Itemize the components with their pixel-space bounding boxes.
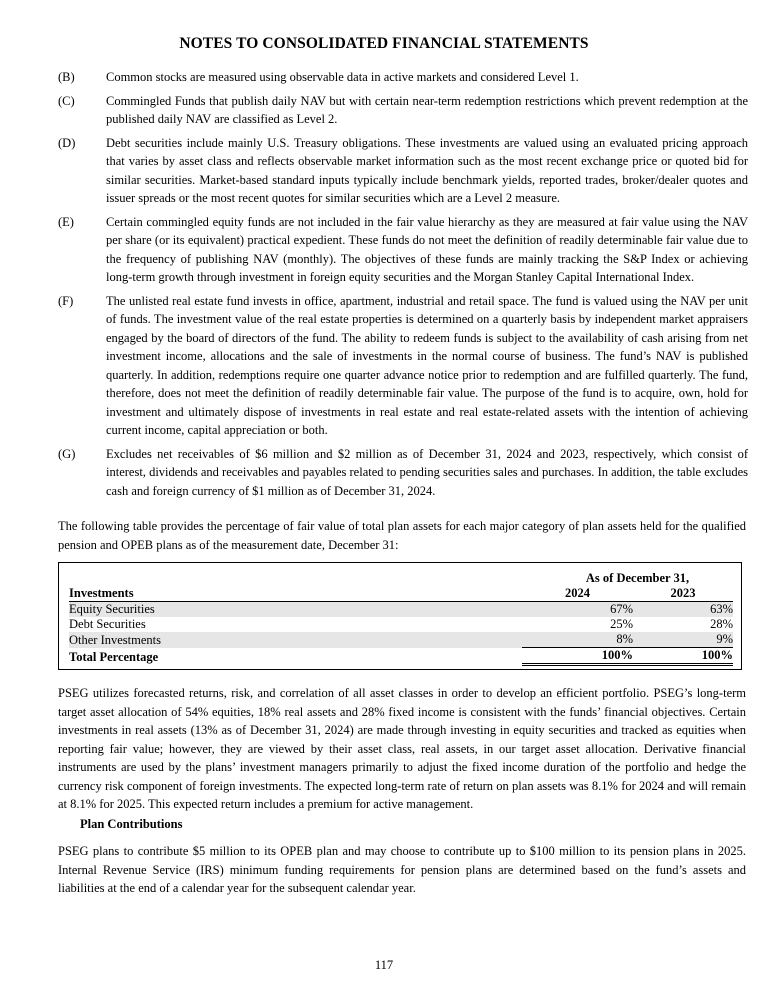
value-2024: 8% bbox=[522, 632, 633, 648]
footnote-label: (G) bbox=[58, 446, 76, 461]
footnote-label: (B) bbox=[58, 70, 75, 84]
footnote-text: The unlisted real estate fund invests in office, apartment, industrial and retail space. The fund is valued using the NAV per unit of funds. The investment value of the real estate properties is determined on a quarterly basis by independent market appraisers engaged by the board of directors of the fund. The ability to redeem funds is subject to the availability of cash arising from net investment income, allocations and the sale of investments in the normal course of business. The fund’s NAV is published quarterly. In addition, redemptions require one quarter advance notice prior to redemption and are fulfilled quarterly. The fund, therefore, does not meet the definition of readily determinable fair value. The purpose of the fund is to acquire, own, hold for investment and ultimately dispose of investments in real estate and real estate-related assets with the intention of achieving current income, capital appreciation or both. bbox=[106, 293, 748, 437]
footnote-g bbox=[58, 445, 748, 501]
footnotes-list bbox=[58, 68, 748, 505]
footnote-text: Debt securities include mainly U.S. Treasury obligations. These investments are valued using an evaluated pricing approach that varies by asset class and reflects observable market information such as the most recent exchange price or quoted bid for similar securities. Market-based standard inputs typically include benchmark yields, reported trades, broker/dealer quotes and issuer spreads or the most recent quotes for similar securities which are a Level 2 measure. bbox=[106, 135, 748, 205]
row-label: Equity Securities bbox=[69, 602, 522, 618]
footnote-label: (C) bbox=[58, 93, 75, 108]
row-label: Debt Securities bbox=[69, 617, 146, 631]
investments-header: Investments bbox=[69, 586, 522, 602]
value-2023: 28% bbox=[710, 617, 733, 631]
total-2023: 100% bbox=[633, 648, 733, 666]
table-total-row bbox=[69, 648, 733, 666]
footnote-text: Commingled Funds that publish daily NAV but with certain near-term redemption restrictions which prevent redemption at the published daily NAV are classified as Level 2. bbox=[106, 93, 748, 126]
footnote-f bbox=[58, 292, 748, 440]
plan-contributions-heading: Plan Contributions bbox=[80, 817, 183, 831]
footnote-text: Certain commingled equity funds are not included in the fair value hierarchy as they are measured at fair value using the NAV per share (or its equivalent) practical expedient. These funds do not meet the definition of readily determinable fair value due to the frequency of publishing NAV (monthly). The objectives of these funds are mainly tracking the S&P Index or achieving long-term growth through investment in foreign equity securities and the Morgan Stanley Capital International Index. bbox=[106, 214, 748, 284]
table-row bbox=[69, 632, 733, 648]
row-label: Other Investments bbox=[69, 632, 522, 648]
table-row bbox=[69, 602, 733, 618]
value-2023: 63% bbox=[633, 602, 733, 618]
year-2023-header: 2023 bbox=[633, 586, 733, 602]
value-2024: 25% bbox=[610, 617, 633, 631]
strategy-paragraph: PSEG utilizes forecasted returns, risk, and correlation of all asset classes in order to develop an efficient portfolio. PSEG’s long-term target asset allocation of 54% equities, 18% real assets and 28% fixed income is consistent with the funds’ financial objectives. Certain investments in real assets (13% as of December 31, 2024) are made through investing in equity securities and tracked as equities when reporting fair value; however, they are viewed by their asset class, real assets, in our target asset allocation. Derivative financial instruments are used by the plans’ investment managers primarily to adjust the fixed income duration of the portfolio and hedge the currency risk component of foreign investments. The expected long-term rate of return on plan assets was 8.1% for 2024 and will remain at 8.1% for 2025. This expected return includes a premium for active management. bbox=[58, 686, 746, 811]
table-span-header-row bbox=[69, 571, 733, 586]
footnote-e bbox=[58, 213, 748, 287]
footnote-label: (F) bbox=[58, 293, 74, 308]
footnote-d bbox=[58, 134, 748, 208]
table-header-row bbox=[69, 586, 733, 602]
value-2023: 9% bbox=[633, 632, 733, 648]
as-of-header: As of December 31, bbox=[585, 571, 690, 585]
footnote-label: (D) bbox=[58, 135, 76, 150]
footnote-label: (E) bbox=[58, 214, 74, 229]
page-title: NOTES TO CONSOLIDATED FINANCIAL STATEMENTS bbox=[179, 35, 589, 52]
total-2024: 100% bbox=[522, 648, 633, 666]
page-number: 117 bbox=[374, 958, 394, 972]
table-row bbox=[69, 617, 733, 632]
value-2024: 67% bbox=[522, 602, 633, 618]
year-2024-header: 2024 bbox=[522, 586, 633, 602]
intro-paragraph: The following table provides the percentage of fair value of total plan assets for each major category of plan assets held for the qualified pension and OPEB plans as of the measurement date, December 31: bbox=[58, 519, 746, 552]
total-label: Total Percentage bbox=[69, 649, 159, 664]
footnote-c bbox=[58, 92, 748, 129]
plan-assets-table bbox=[69, 571, 733, 666]
plan-assets-table-box bbox=[58, 562, 742, 670]
footnote-b bbox=[58, 68, 748, 87]
footnote-text: Common stocks are measured using observable data in active markets and considered Level 1. bbox=[106, 70, 579, 84]
plan-contributions-paragraph: PSEG plans to contribute $5 million to its OPEB plan and may choose to contribute up to $100 million to its pension plans in 2025. Internal Revenue Service (IRS) minimum funding requirements for pension plans are determined based on the fund’s assets and liabilities at the end of a calendar year for the subsequent calendar year. bbox=[58, 844, 746, 895]
footnote-text: Excludes net receivables of $6 million and $2 million as of December 31, 2024 and 2023, respectively, which consist of interest, dividends and receivables and payables related to pending securities sales and purchases. In addition, the table excludes cash and foreign currency of $1 million as of December 31, 2024. bbox=[106, 446, 748, 498]
